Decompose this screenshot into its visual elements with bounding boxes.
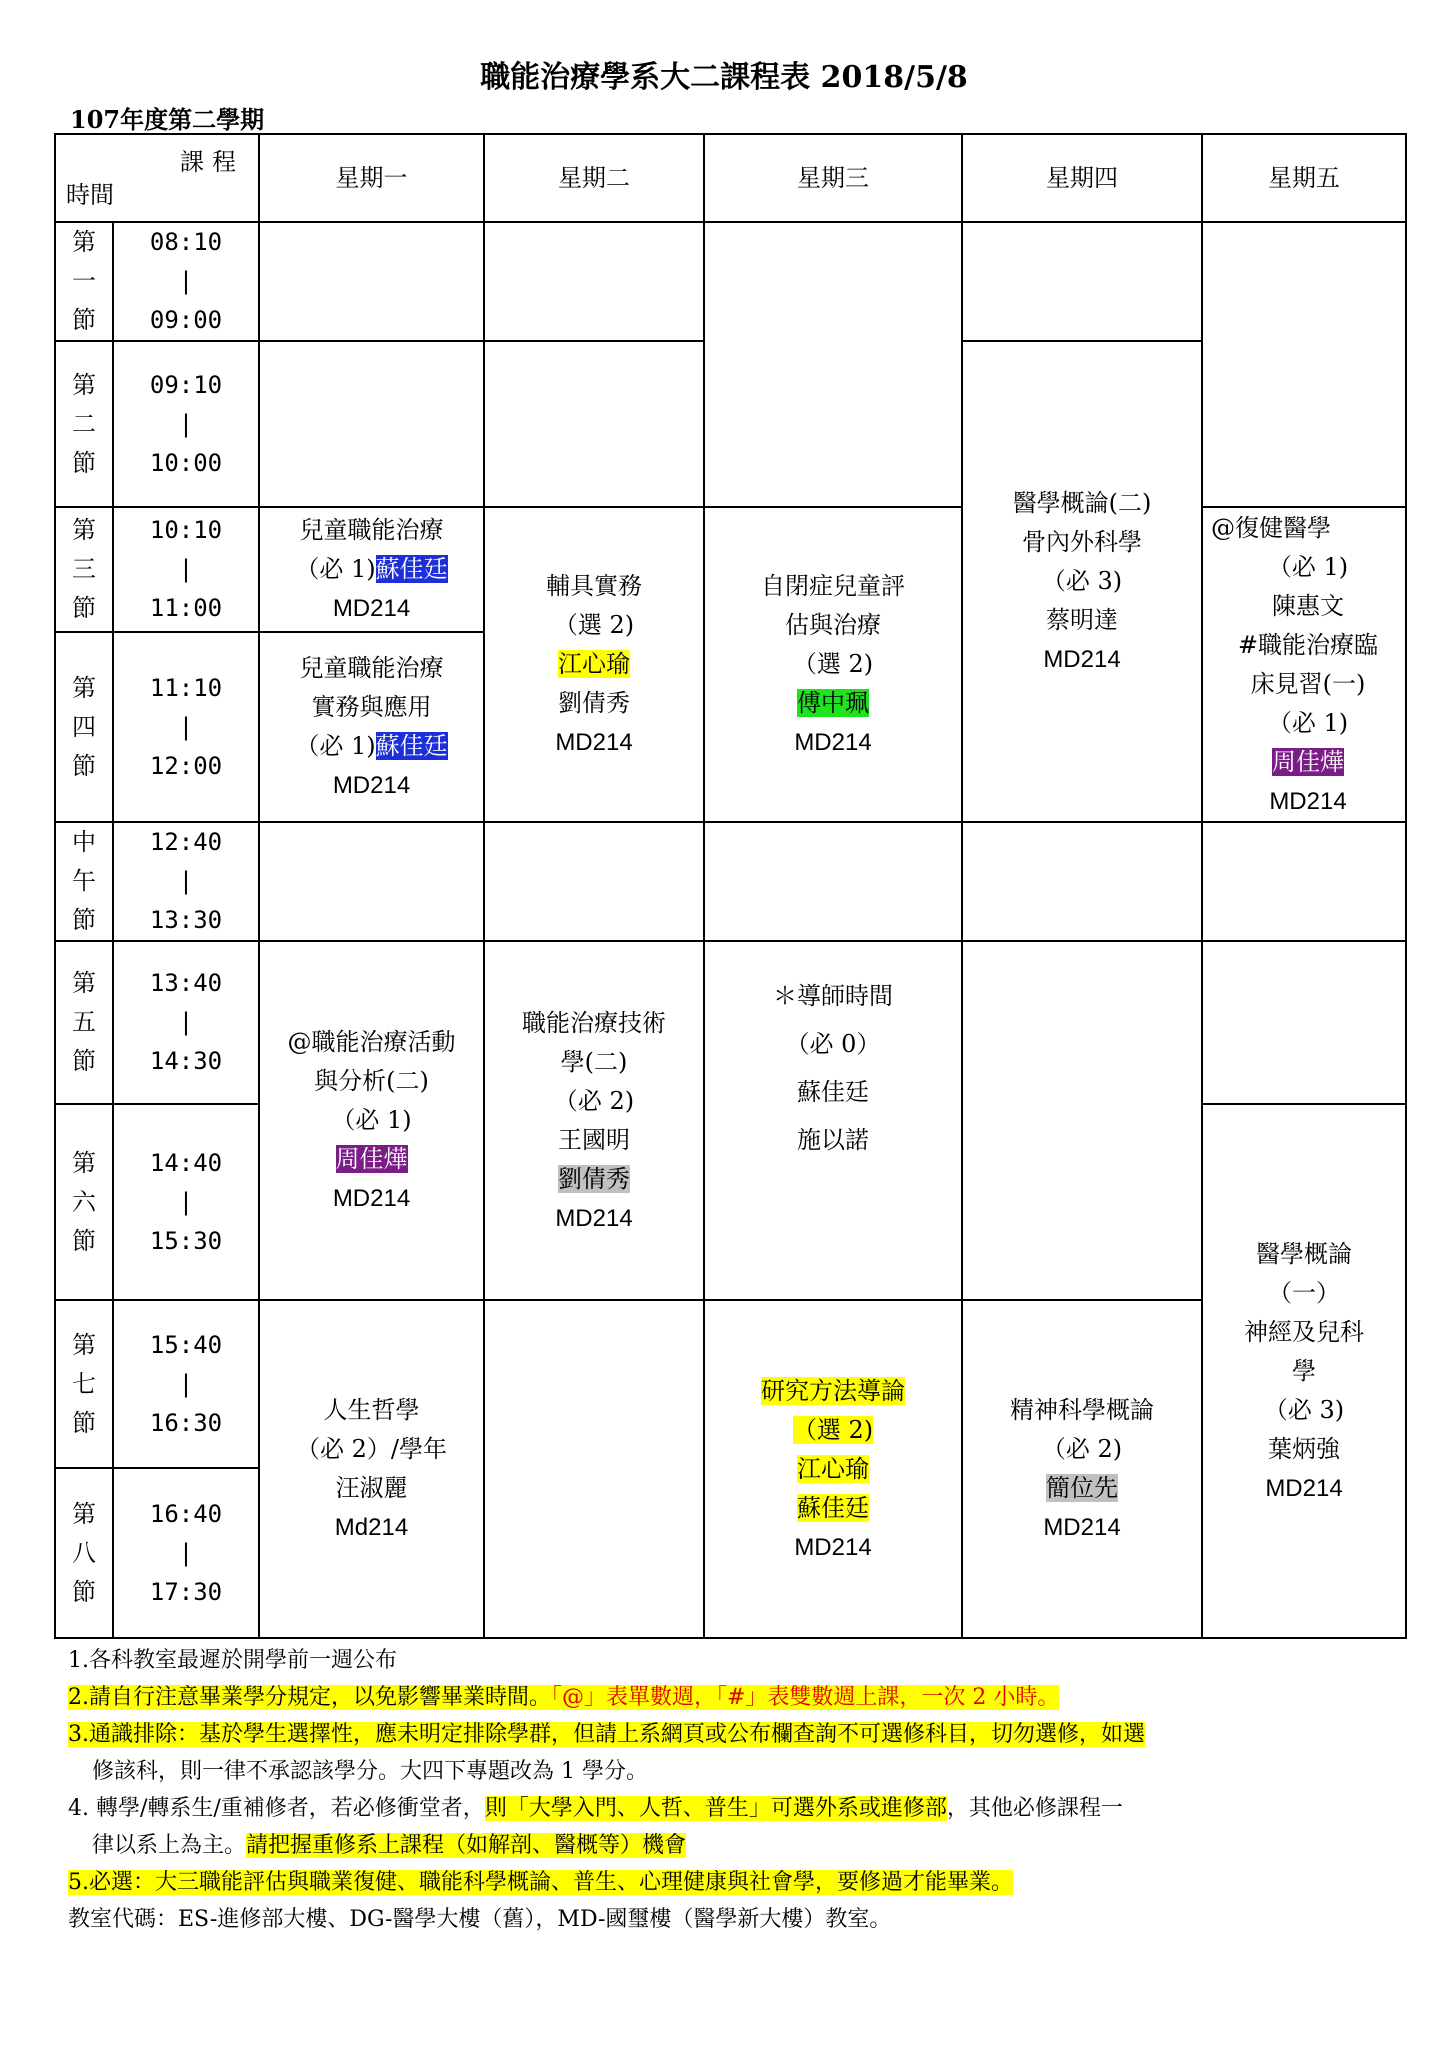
period-time: 16:40 | 17:30 (113, 1468, 259, 1638)
course-tue-ot-technique: 職能治療技術 學(二) （必 2) 王國明 劉倩秀 MD214 (484, 941, 704, 1300)
teacher-name: 江心瑜 (558, 650, 630, 678)
period-name: 第 三 節 (55, 507, 113, 632)
teacher-name: 劉倩秀 (558, 1164, 630, 1193)
teacher-name: 劉倩秀 (558, 689, 630, 717)
room-code: MD214 (1043, 1514, 1121, 1541)
course-wed-research: 研究方法導論 （選 2) 江心瑜 蘇佳廷 MD214 (704, 1300, 962, 1638)
teacher-name: 蘇佳廷 (375, 732, 448, 760)
teacher-name: 蘇佳廷 (375, 555, 448, 583)
room-code: MD214 (555, 729, 633, 756)
room-code: MD214 (1265, 1474, 1343, 1502)
teacher-name: 施以諾 (797, 1126, 869, 1154)
note-1: 1.各科教室最遲於開學前一週公布 (68, 1648, 397, 1673)
period-time: 15:40 | 16:30 (113, 1300, 259, 1468)
teacher-name: 蔡明達 (1046, 606, 1118, 634)
schedule-table (54, 133, 1407, 1639)
empty-cell (484, 1300, 704, 1638)
period-time: 08:10 | 09:00 (113, 222, 259, 341)
room-code: MD214 (1043, 646, 1121, 673)
course-wed-mentor: ＊導師時間 （必 0） 蘇佳廷 施以諾 (704, 941, 962, 1300)
room-code: MD214 (332, 772, 411, 799)
course-fri-medicine-1: 醫學概論 （一） 神經及兒科 學 （必 3) 葉炳強 MD214 (1202, 1104, 1406, 1638)
page-title: 職能治療學系大二課程表 2018/5/8 (480, 60, 968, 95)
room-code: MD214 (794, 729, 872, 756)
room-code: Md214 (334, 1514, 409, 1541)
empty-cell (1202, 222, 1406, 507)
empty-cell (1202, 822, 1406, 941)
room-code: MD214 (332, 1185, 411, 1212)
empty-cell (962, 941, 1202, 1300)
teacher-name: 葉炳強 (1268, 1434, 1340, 1463)
teacher-name: 周佳燁 (335, 1145, 408, 1173)
period-name: 第 七 節 (55, 1300, 113, 1468)
period-time: 09:10 | 10:00 (113, 341, 259, 507)
period-name: 第 二 節 (55, 341, 113, 507)
teacher-name: 蘇佳廷 (797, 1078, 869, 1106)
period-time: 13:40 | 14:30 (113, 941, 259, 1104)
note-4: 4. 轉學/轉系生/重補修者，若必修衝堂者，則「大學入門、人哲、普生」可選外系或進修部，其他必修課程一 律以系上為主。請把握重修系上課程（如解剖、醫概等）機會 (68, 1796, 1123, 1858)
day-header-wed: 星期三 (704, 134, 962, 222)
empty-cell (1202, 941, 1406, 1104)
day-header-tue: 星期二 (484, 134, 704, 222)
note-classroom-codes: 教室代碼：ES-進修部大樓、DG-醫學大樓（舊），MD-國璽樓（醫學新大樓）教室。 (68, 1907, 892, 1932)
course-mon-philosophy: 人生哲學 （必 2）/學年 汪淑麗 Md214 (259, 1300, 484, 1638)
empty-cell (259, 341, 484, 507)
day-header-mon: 星期一 (259, 134, 484, 222)
course-fri-rehab: @復健醫學 （必 1) 陳惠文 #職能治療臨 床見習(一) （必 1) 周佳燁 MD214 (1202, 507, 1406, 822)
period-name: 第 六 節 (55, 1104, 113, 1300)
teacher-name: 簡位先 (1046, 1474, 1118, 1502)
empty-cell (704, 222, 962, 507)
period-name: 第 四 節 (55, 632, 113, 822)
notes-section (68, 1642, 1408, 1938)
teacher-name: 汪淑麗 (335, 1474, 408, 1502)
course-wed-autism: 自閉症兒童評 估與治療 （選 2) 傅中珮 MD214 (704, 507, 962, 822)
course-thu-psychiatry: 精神科學概論 （必 2) 簡位先 MD214 (962, 1300, 1202, 1638)
period-name: 第 一 節 (55, 222, 113, 341)
teacher-name: 傅中珮 (797, 689, 869, 717)
empty-cell (259, 822, 484, 941)
empty-cell (484, 822, 704, 941)
corner-course-label: 課程 (180, 148, 244, 176)
teacher-name: 蘇佳廷 (797, 1493, 869, 1522)
period-time: 11:10 | 12:00 (113, 632, 259, 822)
room-code: MD214 (555, 1204, 633, 1232)
course-tue-assistive: 輔具實務 （選 2) 江心瑜 劉倩秀 MD214 (484, 507, 704, 822)
empty-cell (484, 222, 704, 341)
course-thu-medicine-2: 醫學概論(二) 骨內外科學 （必 3) 蔡明達 MD214 (962, 341, 1202, 822)
teacher-name: 周佳燁 (1272, 747, 1344, 776)
empty-cell (962, 822, 1202, 941)
corner-time-label: 時間 (66, 181, 114, 209)
period-name: 第 八 節 (55, 1468, 113, 1638)
room-code: MD214 (332, 595, 411, 622)
period-time: 10:10 | 11:00 (113, 507, 259, 632)
empty-cell (962, 222, 1202, 341)
empty-cell (259, 222, 484, 341)
teacher-name: 陳惠文 (1272, 591, 1344, 620)
semester-label: 107年度第二學期 (70, 105, 265, 134)
note-2: 2.請自行注意畢業學分規定，以免影響畢業時間。「@」表單數週，「#」表雙數週上課，一次 2 小時。 (68, 1685, 1060, 1710)
course-mon-child-ot: 兒童職能治療 （必 1)蘇佳廷 MD214 (259, 507, 484, 632)
empty-cell (704, 822, 962, 941)
period-name: 中 午 節 (55, 822, 113, 941)
room-code: MD214 (794, 1533, 872, 1561)
header-corner (55, 134, 259, 222)
course-mon-child-ot-practice: 兒童職能治療 實務與應用 （必 1)蘇佳廷 MD214 (259, 632, 484, 822)
period-time: 14:40 | 15:30 (113, 1104, 259, 1300)
period-time: 12:40 | 13:30 (113, 822, 259, 941)
room-code: MD214 (1269, 787, 1347, 815)
empty-cell (484, 341, 704, 507)
note-5: 5.必選：大三職能評估與職業復健、職能科學概論、普生、心理健康與社會學，要修過才能畢業。 (68, 1870, 1013, 1895)
course-mon-ot-activity: @職能治療活動 與分析(二) （必 1) 周佳燁 MD214 (259, 941, 484, 1300)
period-name: 第 五 節 (55, 941, 113, 1104)
day-header-thu: 星期四 (962, 134, 1202, 222)
teacher-name: 王國明 (558, 1125, 630, 1154)
note-3: 3.通識排除：基於學生選擇性，應未明定排除學群，但請上系網頁或公布欄查詢不可選修科目，切勿選修，如選 修該科，則一律不承認該學分。大四下專題改為 1 學分。 (68, 1722, 1145, 1784)
teacher-name: 江心瑜 (797, 1454, 869, 1483)
day-header-fri: 星期五 (1202, 134, 1406, 222)
